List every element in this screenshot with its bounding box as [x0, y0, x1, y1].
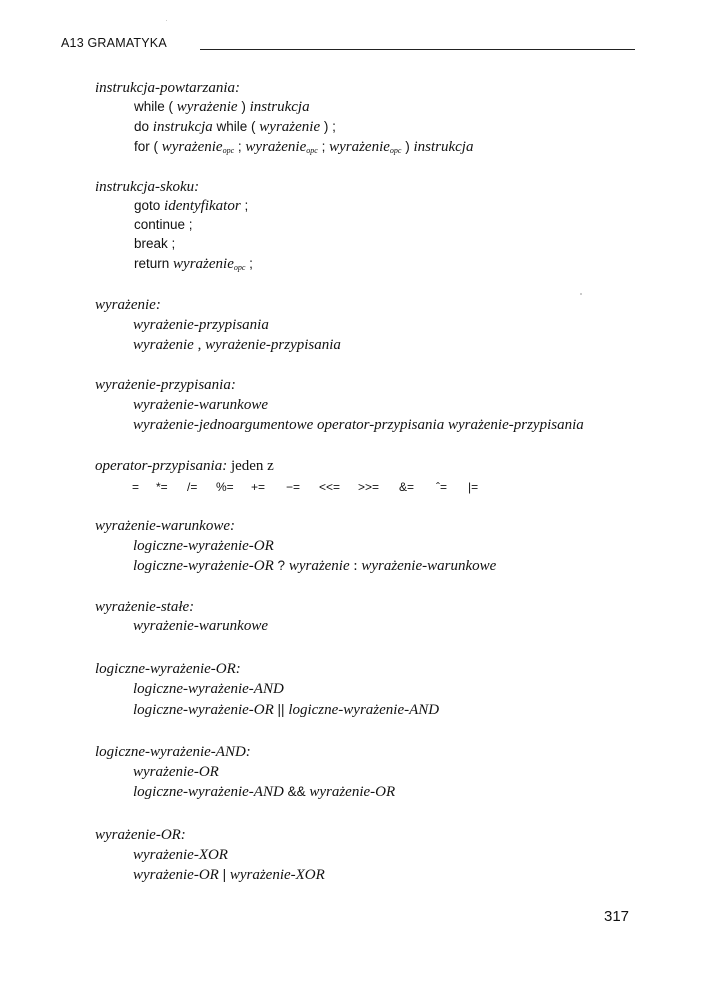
operator: %=: [216, 480, 234, 494]
rule-przypisania-2: wyrażenie-jednoargumentowe operator-przypisania wyrażenie-przypisania: [133, 417, 584, 433]
rule-while: while ( wyrażenie ) instrukcja: [134, 99, 310, 115]
rule-logiczne-and-1: wyrażenie-OR: [133, 764, 219, 780]
heading-wyrazenie-warunkowe: wyrażenie-warunkowe:: [95, 518, 235, 534]
rule-continue: continue ;: [134, 217, 193, 232]
operator: /=: [187, 480, 198, 494]
rule-stale-1: wyrażenie-warunkowe: [133, 618, 268, 634]
rule-wyrazenie-or-1: wyrażenie-XOR: [133, 847, 228, 863]
heading-wyrazenie-stale: wyrażenie-stałe:: [95, 599, 195, 615]
operator-list: [132, 480, 492, 498]
operator: >>=: [358, 480, 380, 494]
rule-logiczne-or-1: logiczne-wyrażenie-AND: [133, 681, 284, 697]
operator: ˆ=: [436, 480, 448, 494]
operator: =: [132, 480, 140, 494]
page-header: [61, 36, 635, 54]
rule-goto: goto identyfikator ;: [134, 198, 249, 214]
heading-logiczne-wyrazenie-and: logiczne-wyrażenie-AND:: [95, 744, 251, 760]
header-title: A13 GRAMATYKA: [61, 36, 167, 50]
scan-speck: [580, 293, 582, 295]
heading-operator-przypisania: operator-przypisania: jeden z: [95, 458, 274, 474]
heading-wyrazenie-or: wyrażenie-OR:: [95, 827, 186, 843]
heading-instrukcja-powtarzania: instrukcja-powtarzania:: [95, 80, 240, 96]
heading-logiczne-wyrazenie-or: logiczne-wyrażenie-OR:: [95, 661, 241, 677]
heading-wyrazenie: wyrażenie:: [95, 297, 161, 313]
scan-speck: [166, 20, 167, 21]
rule-przypisania-1: wyrażenie-warunkowe: [133, 397, 268, 413]
operator: −=: [286, 480, 301, 494]
operator: |=: [468, 480, 479, 494]
operator: +=: [251, 480, 266, 494]
operator: &=: [399, 480, 415, 494]
rule-break: break ;: [134, 236, 176, 251]
operator: *=: [156, 480, 168, 494]
rule-warunkowe-2: logiczne-wyrażenie-OR ? wyrażenie : wyrażenie-warunkowe: [133, 558, 497, 574]
header-rule: [200, 49, 635, 50]
rule-warunkowe-1: logiczne-wyrażenie-OR: [133, 538, 274, 554]
rule-return: return wyrażenie$_{opc}$ ;: [134, 256, 253, 272]
rule-logiczne-or-2: logiczne-wyrażenie-OR || logiczne-wyrażenie-AND: [133, 702, 440, 718]
rule-wyrazenie-1: wyrażenie-przypisania: [133, 317, 269, 333]
page-number: 317: [604, 908, 630, 925]
heading-instrukcja-skoku: instrukcja-skoku:: [95, 179, 200, 195]
rule-wyrazenie-or-2: wyrażenie-OR | wyrażenie-XOR: [133, 867, 325, 883]
heading-wyrazenie-przypisania: wyrażenie-przypisania:: [95, 377, 236, 393]
rule-for: for ( wyrażenie$_{opc}$ ; wyrażenie$_{opc}$ ; wyrażenie$_{opc}$ ) instrukcja: [134, 139, 474, 155]
rule-logiczne-and-2: logiczne-wyrażenie-AND && wyrażenie-OR: [133, 784, 396, 800]
rule-do-while: do instrukcja while ( wyrażenie ) ;: [134, 119, 336, 135]
rule-wyrazenie-2: wyrażenie , wyrażenie-przypisania: [133, 337, 341, 353]
operator: <<=: [319, 480, 341, 494]
